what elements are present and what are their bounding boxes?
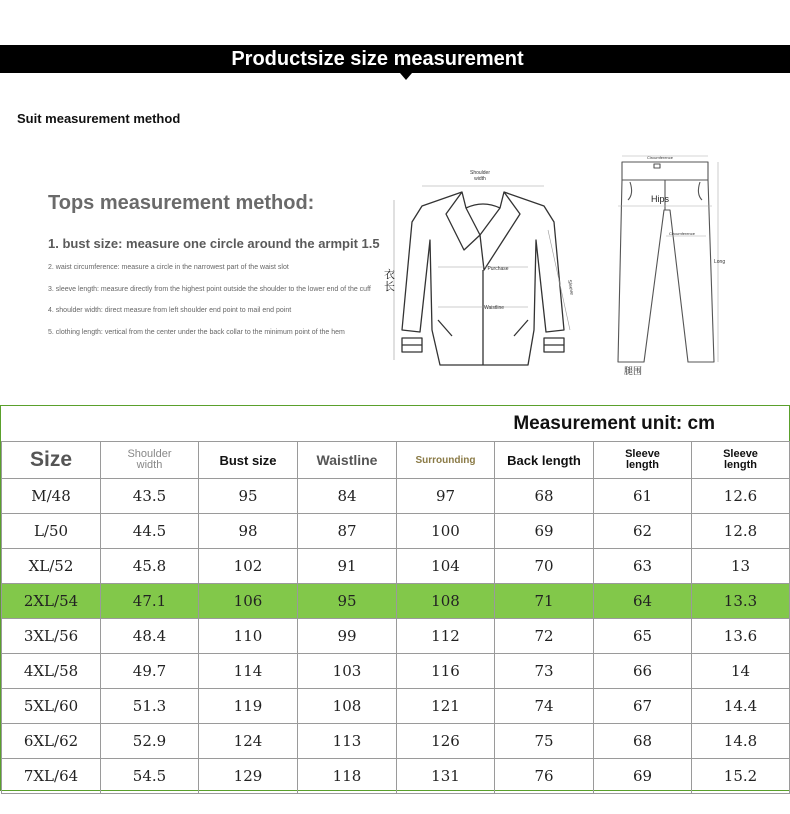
cell-back: 74 — [495, 689, 594, 724]
table-body — [2, 479, 790, 794]
table-row — [2, 724, 790, 759]
cell-shoulder: 48.4 — [101, 619, 199, 654]
cell-shoulder: 43.5 — [101, 479, 199, 514]
cell-bust: 110 — [199, 619, 298, 654]
cell-back: 75 — [495, 724, 594, 759]
cell-size: 6XL/62 — [2, 724, 101, 759]
cell-bust: 98 — [199, 514, 298, 549]
step-waist: 2. waist circumference: measure a circle in the narrowest part of the waist slot — [48, 264, 289, 271]
banner-notch — [400, 73, 412, 80]
cell-waist: 118 — [298, 759, 397, 794]
cell-surround: 116 — [397, 654, 495, 689]
length-cn-1: 衣 — [384, 268, 395, 281]
cell-back: 72 — [495, 619, 594, 654]
cell-back: 71 — [495, 584, 594, 619]
cell-waist: 95 — [298, 584, 397, 619]
cell-waist: 84 — [298, 479, 397, 514]
cell-shoulder: 52.9 — [101, 724, 199, 759]
cell-size: 3XL/56 — [2, 619, 101, 654]
pants-circumference-top: Circumference — [646, 155, 674, 160]
pants-circumference-leg: Circumference — [668, 231, 696, 236]
cell-waist: 103 — [298, 654, 397, 689]
foot-label: 腿围 — [624, 367, 643, 377]
cell-sleeve-2: 14.8 — [692, 724, 790, 759]
cell-back: 73 — [495, 654, 594, 689]
table-row — [2, 619, 790, 654]
cell-waist: 87 — [298, 514, 397, 549]
cell-back: 70 — [495, 549, 594, 584]
cell-shoulder: 47.1 — [101, 584, 199, 619]
cell-waist: 108 — [298, 689, 397, 724]
cell-shoulder: 45.8 — [101, 549, 199, 584]
long-label: Long — [714, 259, 726, 265]
cell-sleeve-2: 12.8 — [692, 514, 790, 549]
cell-sleeve-2: 14 — [692, 654, 790, 689]
cell-size: 4XL/58 — [2, 654, 101, 689]
size-table-container — [0, 405, 790, 791]
cell-sleeve: 62 — [594, 514, 692, 549]
cell-shoulder: 54.5 — [101, 759, 199, 794]
purchase-label: Purchase — [487, 266, 509, 272]
page-title: Productsize size measurement — [231, 48, 524, 70]
waistline-label: Waistline — [483, 305, 505, 311]
cell-sleeve: 61 — [594, 479, 692, 514]
cell-sleeve-2: 13.6 — [692, 619, 790, 654]
cell-size: 5XL/60 — [2, 689, 101, 724]
table-header-row — [2, 442, 790, 479]
cell-surround: 112 — [397, 619, 495, 654]
cell-sleeve-2: 15.2 — [692, 759, 790, 794]
cell-size: 7XL/64 — [2, 759, 101, 794]
cell-sleeve-2: 14.4 — [692, 689, 790, 724]
cell-bust: 95 — [199, 479, 298, 514]
cell-back: 76 — [495, 759, 594, 794]
jacket-diagram — [380, 160, 590, 372]
cell-sleeve: 68 — [594, 724, 692, 759]
step-clothing-length: 5. clothing length: vertical from the center under the back collar to the minimum point of the hem — [48, 329, 345, 336]
width-label: width — [474, 176, 486, 182]
cell-surround: 126 — [397, 724, 495, 759]
cell-surround: 100 — [397, 514, 495, 549]
cell-waist: 113 — [298, 724, 397, 759]
suit-method-label: Suit measurement method — [17, 111, 181, 126]
cell-sleeve: 67 — [594, 689, 692, 724]
header-bust-size: Bust size — [199, 442, 298, 479]
cell-bust: 129 — [199, 759, 298, 794]
cell-sleeve: 66 — [594, 654, 692, 689]
header-size: Size — [2, 442, 101, 479]
header-shoulder-width: Shoulder width — [101, 442, 199, 479]
table-row — [2, 759, 790, 794]
cell-surround: 104 — [397, 549, 495, 584]
cell-sleeve: 63 — [594, 549, 692, 584]
table-row — [2, 479, 790, 514]
length-cn-2: 长 — [384, 280, 395, 293]
header-sleeve-length: Sleeve length — [594, 442, 692, 479]
table-row — [2, 689, 790, 724]
unit-row — [1, 406, 789, 441]
cell-back: 68 — [495, 479, 594, 514]
cell-surround: 97 — [397, 479, 495, 514]
cell-bust: 124 — [199, 724, 298, 759]
cell-shoulder: 49.7 — [101, 654, 199, 689]
cell-bust: 119 — [199, 689, 298, 724]
cell-size: L/50 — [2, 514, 101, 549]
cell-bust: 102 — [199, 549, 298, 584]
step-bust: 1. bust size: measure one circle around the armpit 1.5 — [48, 236, 380, 251]
table-row — [2, 549, 790, 584]
measurement-unit: Measurement unit: cm — [513, 413, 715, 434]
cell-bust: 106 — [199, 584, 298, 619]
cell-sleeve-2: 13 — [692, 549, 790, 584]
size-table — [1, 441, 790, 794]
cell-surround: 121 — [397, 689, 495, 724]
pants-diagram — [610, 150, 730, 378]
cell-shoulder: 51.3 — [101, 689, 199, 724]
cell-size: XL/52 — [2, 549, 101, 584]
hips-label: Hips — [650, 194, 670, 204]
cell-size: 2XL/54 — [2, 584, 101, 619]
header-surrounding: Surrounding — [397, 442, 495, 479]
cell-size: M/48 — [2, 479, 101, 514]
cell-bust: 114 — [199, 654, 298, 689]
tops-method-title: Tops measurement method: — [48, 192, 315, 214]
cell-sleeve: 65 — [594, 619, 692, 654]
table-row — [2, 654, 790, 689]
step-sleeve: 3. sleeve length: measure directly from the highest point outside the shoulder to the lower end of the cuff — [48, 286, 371, 293]
cell-surround: 108 — [397, 584, 495, 619]
sleeve-label: Sleeve — [566, 279, 575, 296]
header-sleeve-length-2: Sleeve length — [692, 442, 790, 479]
header-back-length: Back length — [495, 442, 594, 479]
cell-sleeve-2: 12.6 — [692, 479, 790, 514]
cell-back: 69 — [495, 514, 594, 549]
table-row — [2, 514, 790, 549]
cell-waist: 99 — [298, 619, 397, 654]
table-row-highlighted — [2, 584, 790, 619]
cell-surround: 131 — [397, 759, 495, 794]
cell-shoulder: 44.5 — [101, 514, 199, 549]
header-waistline: Waistline — [298, 442, 397, 479]
cell-waist: 91 — [298, 549, 397, 584]
cell-sleeve: 64 — [594, 584, 692, 619]
step-shoulder: 4. shoulder width: direct measure from left shoulder end point to mail end point — [48, 307, 292, 314]
shoulder-label: Shoulder — [469, 170, 491, 176]
cell-sleeve: 69 — [594, 759, 692, 794]
cell-sleeve-2: 13.3 — [692, 584, 790, 619]
